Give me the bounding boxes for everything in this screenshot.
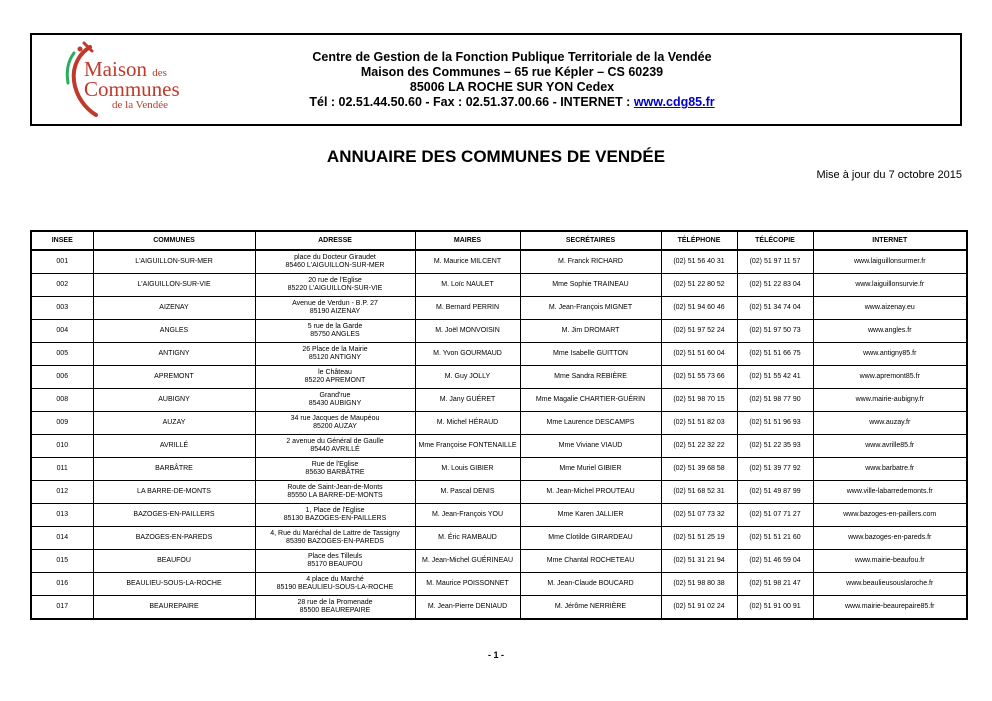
cell-maire: M. Pascal DENIS (415, 481, 520, 504)
cell-telecopie: (02) 51 51 66 75 (737, 343, 813, 366)
address-street: Grand'rue (319, 392, 351, 399)
col-header-secretaires: SECRÉTAIRES (520, 231, 661, 250)
cell-insee: 004 (31, 320, 93, 343)
cell-maire: M. Michel HÉRAUD (415, 412, 520, 435)
cell-telephone: (02) 51 91 02 24 (661, 596, 737, 620)
cell-insee: 008 (31, 389, 93, 412)
cell-secretaire: M. Jérôme NERRIÈRE (520, 596, 661, 620)
cell-telephone: (02) 51 22 80 52 (661, 274, 737, 297)
address-street: Avenue de Verdun - B.P. 27 (292, 300, 378, 307)
cell-telephone: (02) 51 56 40 31 (661, 250, 737, 274)
col-header-maires: MAIRES (415, 231, 520, 250)
org-name: Centre de Gestion de la Fonction Publique Territoriale de la Vendée (312, 50, 712, 64)
cell-telephone: (02) 51 51 60 04 (661, 343, 737, 366)
cell-insee: 016 (31, 573, 93, 596)
table-row (31, 504, 967, 527)
address-street: 28 rue de la Promenade (297, 599, 373, 606)
cell-adresse (255, 435, 415, 458)
address-city: 85200 AUZAY (313, 423, 357, 430)
cell-telecopie: (02) 51 51 21 60 (737, 527, 813, 550)
cell-telephone: (02) 51 97 52 24 (661, 320, 737, 343)
table-row (31, 343, 967, 366)
cell-insee: 010 (31, 435, 93, 458)
logo-line3: de la Vendée (112, 99, 168, 111)
cell-internet[interactable]: www.antigny85.fr (813, 343, 967, 366)
cell-adresse (255, 504, 415, 527)
cell-telecopie: (02) 51 51 96 93 (737, 412, 813, 435)
table-row (31, 458, 967, 481)
cell-maire: M. Loïc NAULET (415, 274, 520, 297)
address-city: 85130 BAZOGES-EN-PAILLERS (283, 515, 387, 522)
cell-commune: APREMONT (93, 366, 255, 389)
cell-adresse (255, 573, 415, 596)
cell-adresse (255, 389, 415, 412)
cell-commune: BAZOGES-EN-PAREDS (93, 527, 255, 550)
cell-insee: 017 (31, 596, 93, 620)
cell-commune: L'AIGUILLON-SUR-VIE (93, 274, 255, 297)
address-street: le Château (318, 369, 352, 376)
cell-internet[interactable]: www.laiguillonsurmer.fr (813, 250, 967, 274)
address-city: 85170 BEAUFOU (307, 561, 363, 568)
cell-telecopie: (02) 51 34 74 04 (737, 297, 813, 320)
table-body (31, 250, 967, 619)
col-header-adresse: ADRESSE (255, 231, 415, 250)
address-city: 85500 BEAUREPAIRE (299, 607, 371, 614)
cell-adresse (255, 412, 415, 435)
cell-commune: AVRILLÉ (93, 435, 255, 458)
page-number: - 1 - (487, 650, 504, 660)
cell-secretaire: Mme Karen JALLIER (520, 504, 661, 527)
cell-internet[interactable]: www.bazoges-en-paillers.com (813, 504, 967, 527)
cell-adresse (255, 458, 415, 481)
cell-secretaire: Mme Chantal ROCHETEAU (520, 550, 661, 573)
cell-telephone: (02) 51 51 82 03 (661, 412, 737, 435)
address-city: 85220 APREMONT (304, 377, 366, 384)
letterhead-text (262, 50, 762, 110)
cell-commune: ANTIGNY (93, 343, 255, 366)
address-street: 26 Place de la Mairie (302, 346, 368, 353)
logo-line1: Maison (84, 57, 147, 81)
cell-adresse (255, 343, 415, 366)
address-street: 4 place du Marché (306, 576, 364, 583)
cell-telecopie: (02) 51 22 35 93 (737, 435, 813, 458)
cell-secretaire: Mme Muriel GIBIER (520, 458, 661, 481)
cell-internet[interactable]: www.avrille85.fr (813, 435, 967, 458)
cell-adresse (255, 250, 415, 274)
cell-telecopie: (02) 51 97 50 73 (737, 320, 813, 343)
cell-telecopie: (02) 51 46 59 04 (737, 550, 813, 573)
cell-insee: 011 (31, 458, 93, 481)
address-city: 85220 L'AIGUILLON-SUR-VIE (287, 285, 383, 292)
logo-line2: Communes (84, 77, 180, 101)
cell-commune: AIZENAY (93, 297, 255, 320)
address-street: 34 rue Jacques de Maupéou (290, 415, 380, 422)
address-street: 5 rue de la Garde (307, 323, 363, 330)
cell-adresse (255, 366, 415, 389)
table-row (31, 550, 967, 573)
cell-adresse (255, 320, 415, 343)
col-header-telephone: TÉLÉPHONE (661, 231, 737, 250)
cell-maire: M. Jean-Pierre DENIAUD (415, 596, 520, 620)
address-street: Route de Saint-Jean-de-Monts (287, 484, 383, 491)
cell-maire: M. Jany GUÉRET (415, 389, 520, 412)
table-row (31, 320, 967, 343)
cell-secretaire: M. Jean-François MIGNET (520, 297, 661, 320)
cell-insee: 014 (31, 527, 93, 550)
cell-insee: 015 (31, 550, 93, 573)
cell-telephone: (02) 51 94 60 46 (661, 297, 737, 320)
address-city: 85750 ANGLES (310, 331, 360, 338)
cell-internet[interactable]: www.mairie-beaurepaire85.fr (813, 596, 967, 620)
table-row (31, 596, 967, 620)
table-row (31, 573, 967, 596)
address-city: 85550 LA BARRE-DE-MONTS (287, 492, 383, 499)
cell-insee: 002 (31, 274, 93, 297)
address-city: 85460 L'AIGUILLON-SUR-MER (285, 262, 385, 269)
address-city: 85630 BARBÂTRE (305, 469, 365, 476)
cell-internet[interactable]: www.laiguillonsurvie.fr (813, 274, 967, 297)
cell-maire: M. Yvon GOURMAUD (415, 343, 520, 366)
cell-telephone: (02) 51 98 80 38 (661, 573, 737, 596)
cell-commune: BARBÂTRE (93, 458, 255, 481)
cell-telephone: (02) 51 22 32 22 (661, 435, 737, 458)
cell-internet[interactable]: www.auzay.fr (813, 412, 967, 435)
cell-telecopie: (02) 51 39 77 92 (737, 458, 813, 481)
cell-internet[interactable]: www.beaulieusouslaroche.fr (813, 573, 967, 596)
cell-internet[interactable]: www.barbatre.fr (813, 458, 967, 481)
cell-telephone: (02) 51 68 52 31 (661, 481, 737, 504)
cell-insee: 001 (31, 250, 93, 274)
cell-telephone: (02) 51 55 73 66 (661, 366, 737, 389)
website-link[interactable]: www.cdg85.fr (633, 95, 715, 109)
logo-line1-small: des (152, 67, 167, 79)
col-header-internet: INTERNET (813, 231, 967, 250)
cell-telephone: (02) 51 39 68 58 (661, 458, 737, 481)
cell-commune: L'AIGUILLON-SUR-MER (93, 250, 255, 274)
cell-telephone: (02) 51 07 73 32 (661, 504, 737, 527)
col-header-telecopie: TÉLÉCOPIE (737, 231, 813, 250)
cell-maire: M. Joël MONVOISIN (415, 320, 520, 343)
cell-adresse (255, 550, 415, 573)
cell-secretaire: M. Franck RICHARD (520, 250, 661, 274)
address-city: 85440 AVRILLÉ (310, 446, 360, 453)
cell-commune: AUZAY (93, 412, 255, 435)
cell-maire: Mme Françoise FONTENAILLE (415, 435, 520, 458)
address-street: 2 avenue du Général de Gaulle (286, 438, 384, 445)
cell-telephone: (02) 51 98 70 15 (661, 389, 737, 412)
org-contact (262, 95, 762, 110)
cell-adresse (255, 297, 415, 320)
table-row (31, 435, 967, 458)
cell-commune: BEAUFOU (93, 550, 255, 573)
cell-maire: M. Éric RAMBAUD (415, 527, 520, 550)
cell-telecopie: (02) 51 07 71 27 (737, 504, 813, 527)
cell-insee: 005 (31, 343, 93, 366)
table-row (31, 250, 967, 274)
table-row (31, 389, 967, 412)
letterhead (30, 33, 962, 126)
cell-secretaire: Mme Laurence DESCAMPS (520, 412, 661, 435)
col-header-insee: INSEE (31, 231, 93, 250)
table-row (31, 527, 967, 550)
cell-commune: BAZOGES-EN-PAILLERS (93, 504, 255, 527)
table-row (31, 412, 967, 435)
document-title: ANNUAIRE DES COMMUNES DE VENDÉE (326, 147, 666, 166)
cell-internet[interactable]: www.ville-labarredemonts.fr (813, 481, 967, 504)
cell-secretaire: Mme Magalie CHARTIER-GUÉRIN (520, 389, 661, 412)
cell-telephone: (02) 51 51 25 19 (661, 527, 737, 550)
communes-table (30, 230, 968, 620)
address-city: 85190 BEAULIEU-SOUS-LA-ROCHE (276, 584, 394, 591)
update-date: Mise à jour du 7 octobre 2015 (816, 169, 962, 181)
address-street: place du Docteur Giraudet (294, 254, 376, 261)
cell-insee: 013 (31, 504, 93, 527)
table-row (31, 481, 967, 504)
cell-telecopie: (02) 51 97 11 57 (737, 250, 813, 274)
address-street: Rue de l'Eglise (311, 461, 359, 468)
address-street: 1, Place de l'Eglise (305, 507, 365, 514)
cell-secretaire: Mme Sophie TRAINEAU (520, 274, 661, 297)
cell-insee: 006 (31, 366, 93, 389)
address-city: 85120 ANTIGNY (308, 354, 362, 361)
table-row (31, 297, 967, 320)
address-street: 20 rue de l'Eglise (308, 277, 362, 284)
cell-secretaire: Mme Sandra REBIÈRE (520, 366, 661, 389)
address-street: Place des Tilleuls (307, 553, 363, 560)
org-address-street: Maison des Communes – 65 rue Képler – CS 60239 (360, 65, 664, 79)
cell-internet[interactable]: www.apremont85.fr (813, 366, 967, 389)
cell-adresse (255, 481, 415, 504)
cell-internet[interactable]: www.aizenay.eu (813, 297, 967, 320)
cell-adresse (255, 596, 415, 620)
contact-phone-fax: Tél : 02.51.44.50.60 - Fax : 02.51.37.00.66 - INTERNET : (309, 95, 634, 109)
table-row (31, 366, 967, 389)
cell-commune: BEAULIEU-SOUS-LA-ROCHE (93, 573, 255, 596)
cell-telecopie: (02) 51 55 42 41 (737, 366, 813, 389)
maison-des-communes-logo (60, 41, 210, 119)
address-city: 85190 AIZENAY (309, 308, 361, 315)
cell-commune: BEAUREPAIRE (93, 596, 255, 620)
cell-internet[interactable]: www.bazoges-en-pareds.fr (813, 527, 967, 550)
cell-commune: AUBIGNY (93, 389, 255, 412)
cell-maire: M. Bernard PERRIN (415, 297, 520, 320)
cell-internet[interactable]: www.mairie-beaufou.fr (813, 550, 967, 573)
col-header-communes: COMMUNES (93, 231, 255, 250)
cell-secretaire: M. Jim DROMART (520, 320, 661, 343)
cell-maire: M. Jean-François YOU (415, 504, 520, 527)
cell-telecopie: (02) 51 98 21 47 (737, 573, 813, 596)
cell-adresse (255, 274, 415, 297)
cell-internet[interactable]: www.mairie-aubigny.fr (813, 389, 967, 412)
address-city: 85390 BAZOGES-EN-PAREDS (286, 538, 384, 545)
cell-internet[interactable]: www.angles.fr (813, 320, 967, 343)
cell-insee: 003 (31, 297, 93, 320)
org-address-city: 85006 LA ROCHE SUR YON Cedex (409, 80, 615, 94)
cell-secretaire: M. Jean-Claude BOUCARD (520, 573, 661, 596)
address-street: 4, Rue du Maréchal de Lattre de Tassigny (270, 530, 400, 537)
cell-insee: 012 (31, 481, 93, 504)
cell-secretaire: Mme Viviane VIAUD (520, 435, 661, 458)
cell-secretaire: M. Jean-Michel PROUTEAU (520, 481, 661, 504)
cell-secretaire: Mme Isabelle GUITTON (520, 343, 661, 366)
cell-telecopie: (02) 51 98 77 90 (737, 389, 813, 412)
cell-commune: ANGLES (93, 320, 255, 343)
cell-insee: 009 (31, 412, 93, 435)
cell-maire: M. Maurice MILCENT (415, 250, 520, 274)
address-city: 85430 AUBIGNY (308, 400, 362, 407)
table-row (31, 274, 967, 297)
cell-adresse (255, 527, 415, 550)
cell-maire: M. Jean-Michel GUÉRINEAU (415, 550, 520, 573)
cell-maire: M. Louis GIBIER (415, 458, 520, 481)
cell-telecopie: (02) 51 49 87 99 (737, 481, 813, 504)
cell-secretaire: Mme Clotilde GIRARDEAU (520, 527, 661, 550)
cell-commune: LA BARRE-DE-MONTS (93, 481, 255, 504)
cell-telephone: (02) 51 31 21 94 (661, 550, 737, 573)
cell-maire: M. Maurice POISSONNET (415, 573, 520, 596)
cell-telecopie: (02) 51 22 83 04 (737, 274, 813, 297)
cell-maire: M. Guy JOLLY (415, 366, 520, 389)
cell-telecopie: (02) 51 91 00 91 (737, 596, 813, 620)
table-header-row (31, 231, 967, 250)
